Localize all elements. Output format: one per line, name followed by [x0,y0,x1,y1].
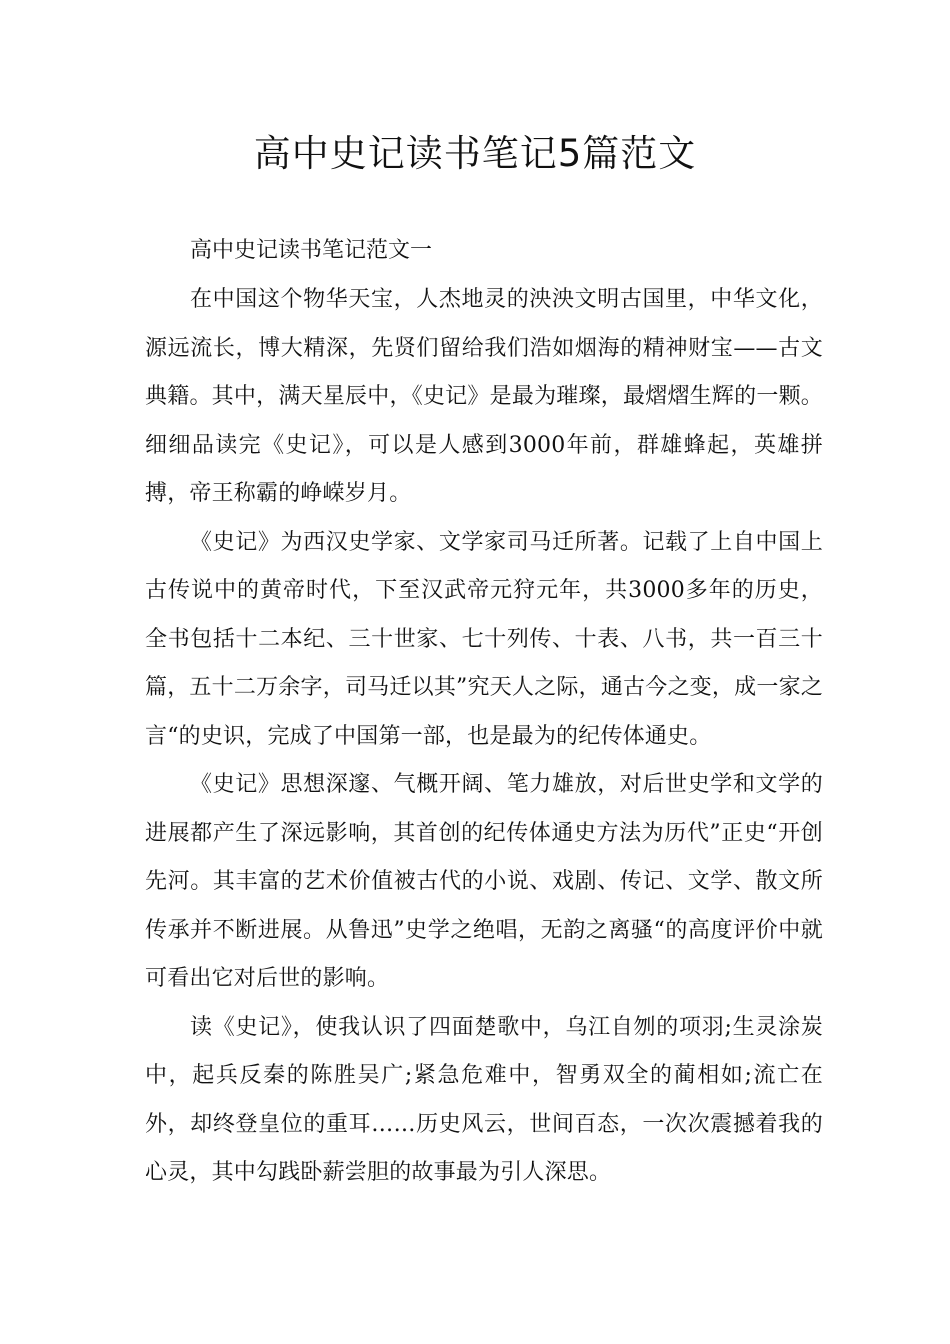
paragraph-1: 在中国这个物华天宝，人杰地灵的泱泱文明古国里，中华文化，源远流长，博大精深，先贤们留给我们浩如烟海的精神财宝——古文典籍。其中，满天星辰中，《史记》是最为璀璨，最熠熠生辉的一颗。细细品读完《史记》，可以是人感到3000年前，群雄蜂起，英雄拼搏，帝王称霸的峥嵘岁月。 [145,287,823,506]
document-body [145,226,823,1198]
paragraph-4: 读《史记》，使我认识了四面楚歌中，乌江自刎的项羽;生灵涂炭中，起兵反秦的陈胜吴广;紧急危难中，智勇双全的蔺相如;流亡在外，却终登皇位的重耳……历史风云，世间百态，一次次震撼着我的心灵，其中勾践卧薪尝胆的故事最为引人深思。 [145,1014,823,1185]
document-title: 高中史记读书笔记5篇范文 [253,132,697,175]
paragraph-2: 《史记》为西汉史学家、文学家司马迁所著。记载了上自中国上古传说中的黄帝时代，下至汉武帝元狩元年，共3000多年的历史，全书包括十二本纪、三十世家、七十列传、十表、八书，共一百三十篇，五十二万余字，司马迁以其”究天人之际，通古今之变，成一家之言“的史识，完成了中国第一部，也是最为的纪传体通史。 [145,529,823,749]
paragraph-3: 《史记》思想深邃、气概开阔、笔力雄放，对后世史学和文学的进展都产生了深远影响，其首创的纪传体通史方法为历代”正史“开创先河。其丰富的艺术价值被古代的小说、戏剧、传记、文学、散文所传承并不断进展。从鲁迅”史学之绝唱，无韵之离骚“的高度评价中就可看出它对后世的影响。 [145,772,823,991]
section-heading: 高中史记读书笔记范文一 [190,238,433,263]
